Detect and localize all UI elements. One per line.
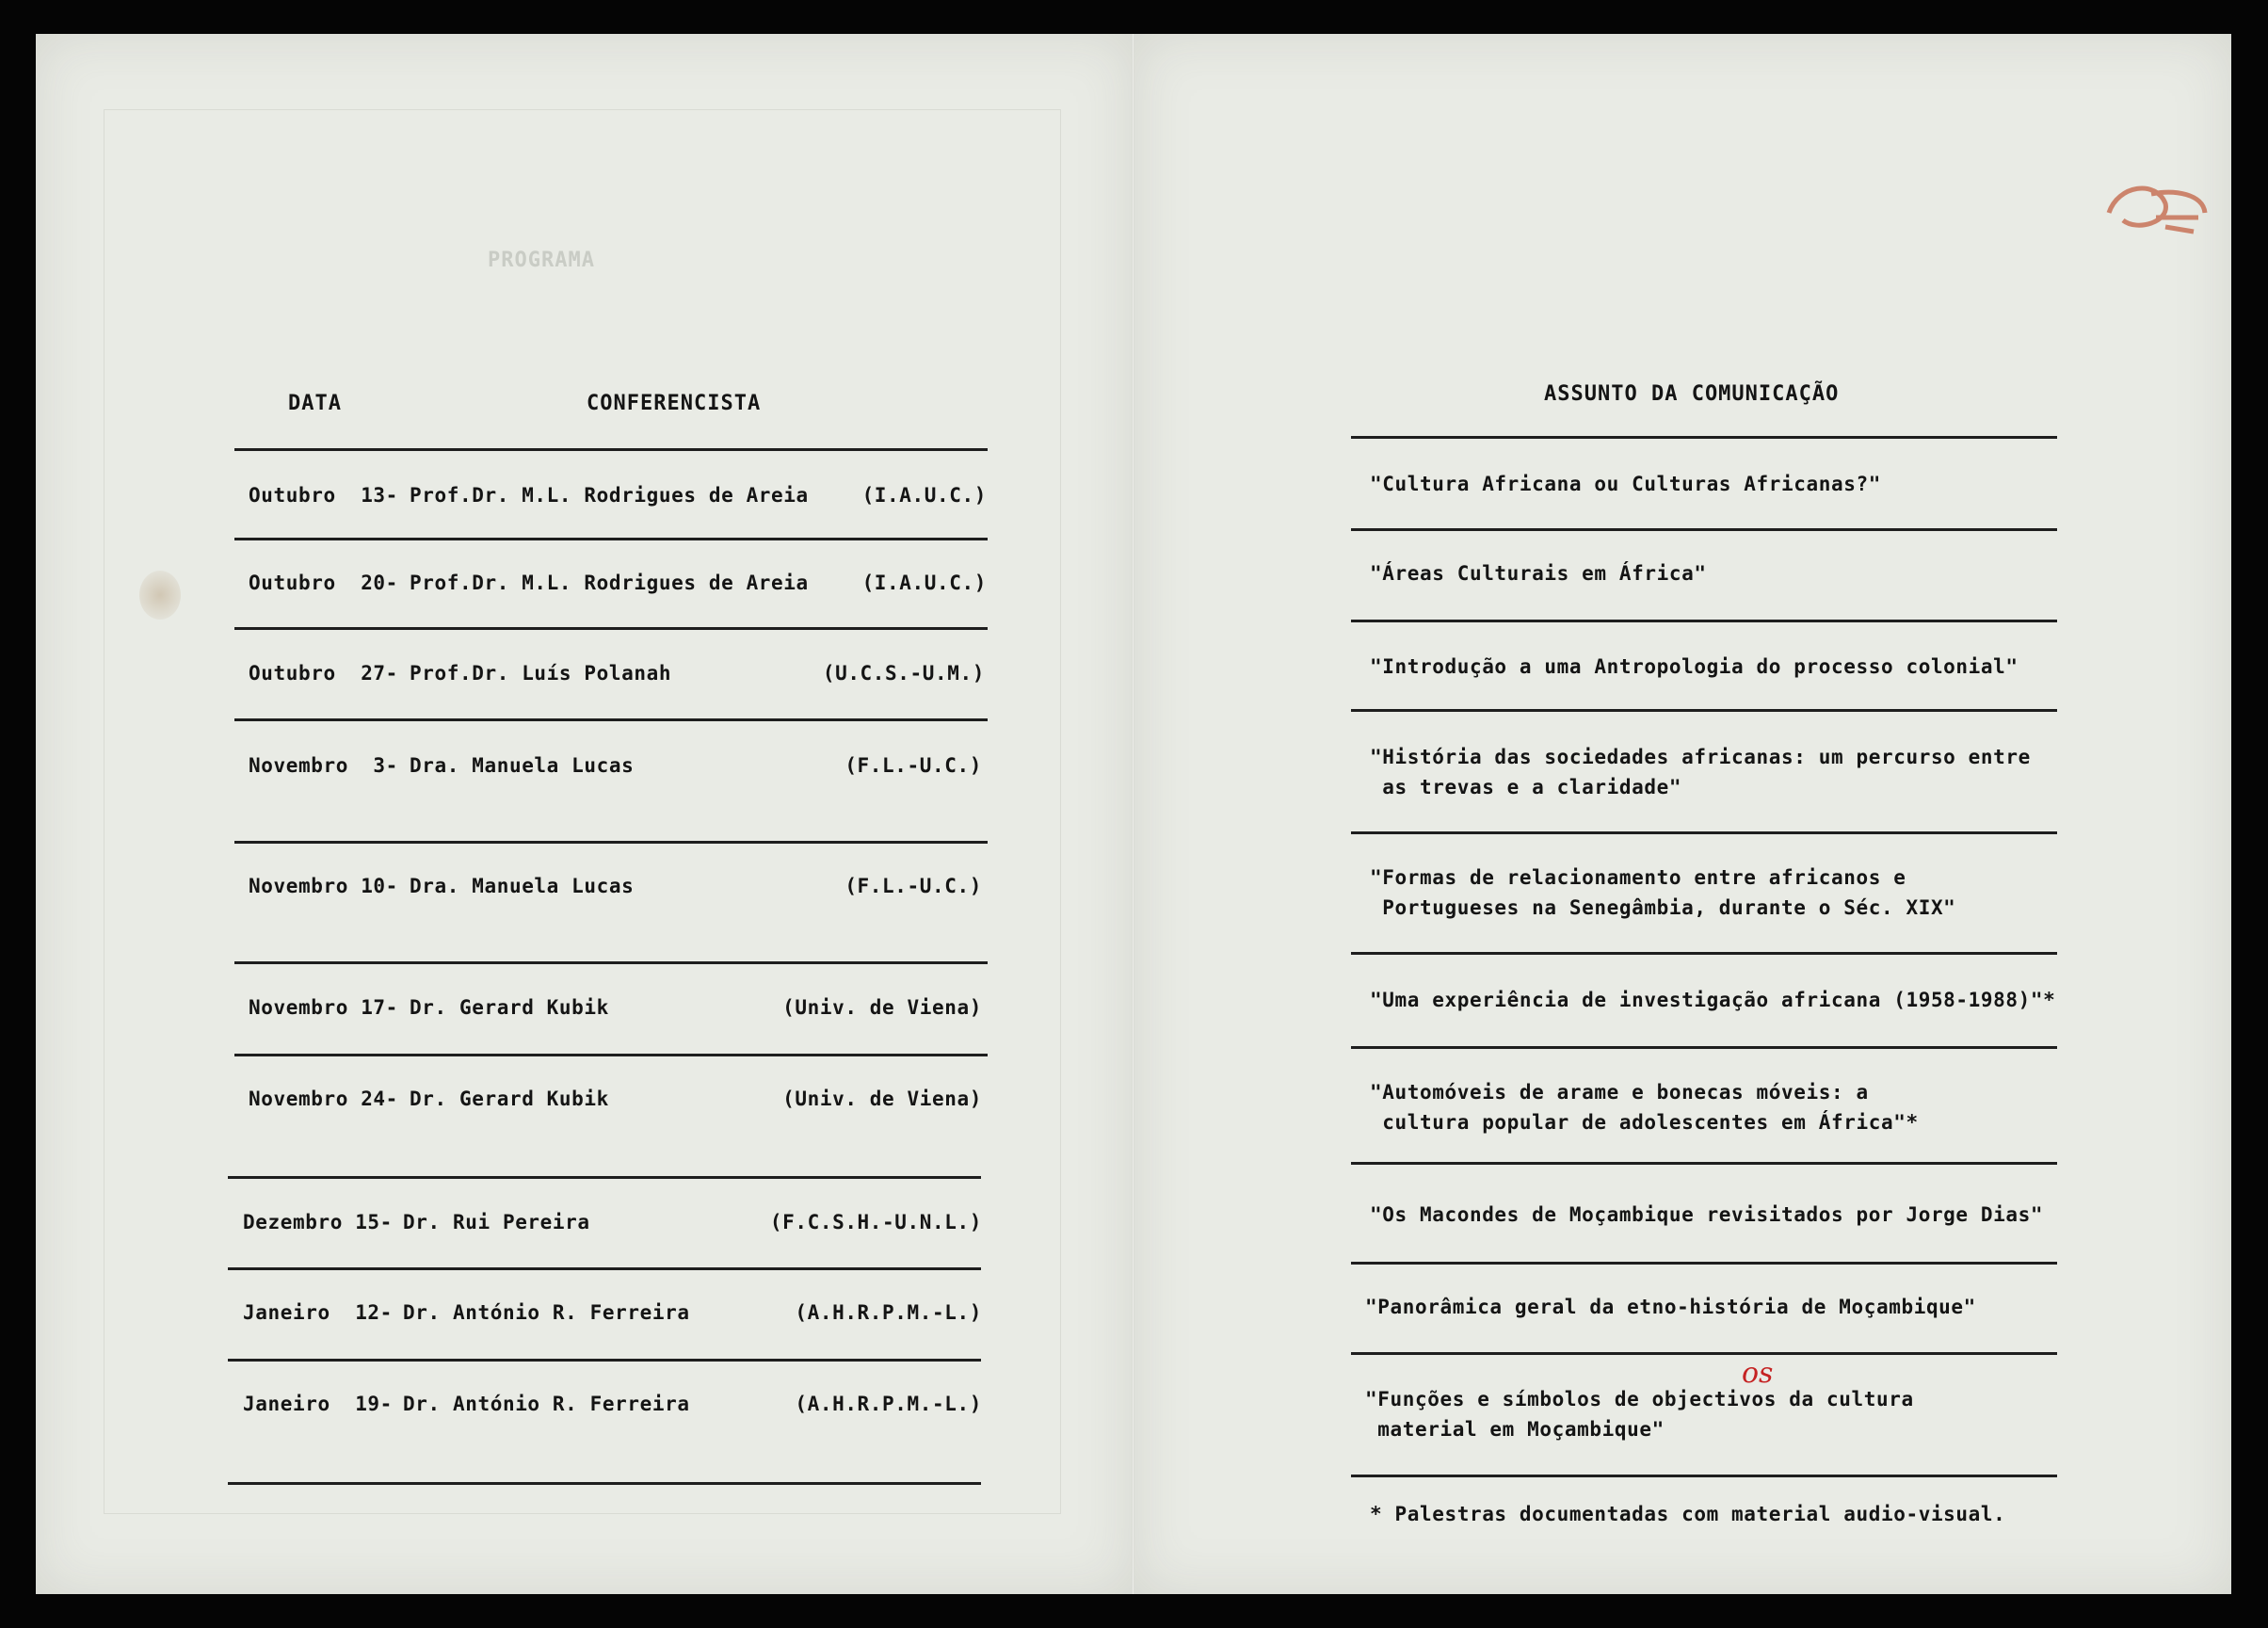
- row-speaker: Dr. António R. Ferreira: [403, 1393, 690, 1415]
- topic-entry: "Formas de relacionamento entre africanos e Portugueses na Senegâmbia, durante o Séc. XIX": [1370, 866, 1956, 919]
- topic-entry: "Os Macondes de Moçambique revisitados por Jorge Dias": [1370, 1203, 2044, 1226]
- topic-rule: [1351, 952, 2057, 955]
- footnote: * Palestras documentadas com material audio-visual.: [1370, 1503, 2006, 1525]
- faint-heading: PROGRAMA: [488, 249, 595, 272]
- right-page: [1134, 34, 2231, 1594]
- topic-entry: "História das sociedades africanas: um percurso entre as trevas e a claridade": [1370, 746, 2031, 798]
- row-speaker: Prof.Dr. Luís Polanah: [410, 662, 672, 685]
- topic-entry: "Áreas Culturais em África": [1370, 562, 1707, 585]
- topic-entry: "Panorâmica geral da etno-história de Moçambique": [1365, 1296, 1976, 1318]
- paper-stain: [139, 571, 181, 620]
- ink-stamp-mark: [2099, 175, 2212, 241]
- table-rule: [234, 627, 988, 630]
- topic-entry: "Uma experiência de investigação africana (1958-1988)"*: [1370, 989, 2056, 1011]
- table-rule: [228, 1482, 981, 1485]
- row-speaker: Dr. António R. Ferreira: [403, 1301, 690, 1324]
- row-date: Dezembro 15-: [243, 1211, 393, 1233]
- topic-rule: [1351, 831, 2057, 834]
- topic-rule: [1351, 1475, 2057, 1477]
- row-affiliation: (I.A.U.C.): [861, 484, 987, 507]
- topic-rule: [1351, 1162, 2057, 1165]
- table-rule: [228, 1267, 981, 1270]
- row-date: Janeiro 12-: [243, 1301, 393, 1324]
- header-speaker: CONFERENCISTA: [587, 392, 762, 415]
- header-topic: ASSUNTO DA COMUNICAÇÃO: [1544, 382, 1840, 406]
- topic-entry: "Funções e símbolos de objectivos da cultura material em Moçambique": [1365, 1388, 1914, 1441]
- header-date: DATA: [288, 392, 342, 415]
- row-date: Novembro 10-: [249, 875, 398, 897]
- row-affiliation: (F.C.S.H.-U.N.L.): [769, 1211, 982, 1233]
- row-affiliation: (F.L.-U.C.): [844, 754, 982, 777]
- row-date: Novembro 24-: [249, 1088, 398, 1110]
- row-date: Outubro 13-: [249, 484, 398, 507]
- row-affiliation: (A.H.R.P.M.-L.): [795, 1301, 982, 1324]
- row-affiliation: (F.L.-U.C.): [844, 875, 982, 897]
- row-affiliation: (I.A.U.C.): [861, 572, 987, 594]
- table-rule: [234, 538, 988, 540]
- topic-rule: [1351, 436, 2057, 439]
- row-affiliation: (Univ. de Viena): [782, 1088, 982, 1110]
- row-speaker: Dr. Rui Pereira: [403, 1211, 590, 1233]
- row-date: Novembro 3-: [249, 754, 398, 777]
- row-speaker: Dra. Manuela Lucas: [410, 875, 635, 897]
- table-rule: [228, 1359, 981, 1362]
- topic-entry: "Automóveis de arame e bonecas móveis: a cultura popular de adolescentes em África"*: [1370, 1081, 1919, 1134]
- topic-rule: [1351, 1046, 2057, 1049]
- table-rule: [234, 961, 988, 964]
- row-date: Outubro 20-: [249, 572, 398, 594]
- row-affiliation: (Univ. de Viena): [782, 996, 982, 1019]
- row-speaker: Prof.Dr. M.L. Rodrigues de Areia: [410, 484, 809, 507]
- row-affiliation: (A.H.R.P.M.-L.): [795, 1393, 982, 1415]
- topic-rule: [1351, 1352, 2057, 1355]
- table-rule: [234, 1054, 988, 1056]
- topic-entry: "Introdução a uma Antropologia do processo colonial": [1370, 655, 2019, 678]
- row-speaker: Dr. Gerard Kubik: [410, 1088, 609, 1110]
- row-speaker: Prof.Dr. M.L. Rodrigues de Areia: [410, 572, 809, 594]
- table-rule: [228, 1176, 981, 1179]
- row-speaker: Dra. Manuela Lucas: [410, 754, 635, 777]
- table-rule: [234, 718, 988, 721]
- row-date: Novembro 17-: [249, 996, 398, 1019]
- table-rule: [234, 448, 988, 451]
- left-page: [36, 34, 1133, 1594]
- row-affiliation: (U.C.S.-U.M.): [822, 662, 985, 685]
- topic-rule: [1351, 709, 2057, 712]
- row-date: Janeiro 19-: [243, 1393, 393, 1415]
- topic-rule: [1351, 1262, 2057, 1265]
- row-date: Outubro 27-: [249, 662, 398, 685]
- topic-rule: [1351, 528, 2057, 531]
- table-rule: [234, 841, 988, 844]
- topic-entry: "Cultura Africana ou Culturas Africanas?": [1370, 473, 1881, 495]
- row-speaker: Dr. Gerard Kubik: [410, 996, 609, 1019]
- topic-rule: [1351, 620, 2057, 622]
- handwritten-correction: os: [1742, 1357, 1774, 1390]
